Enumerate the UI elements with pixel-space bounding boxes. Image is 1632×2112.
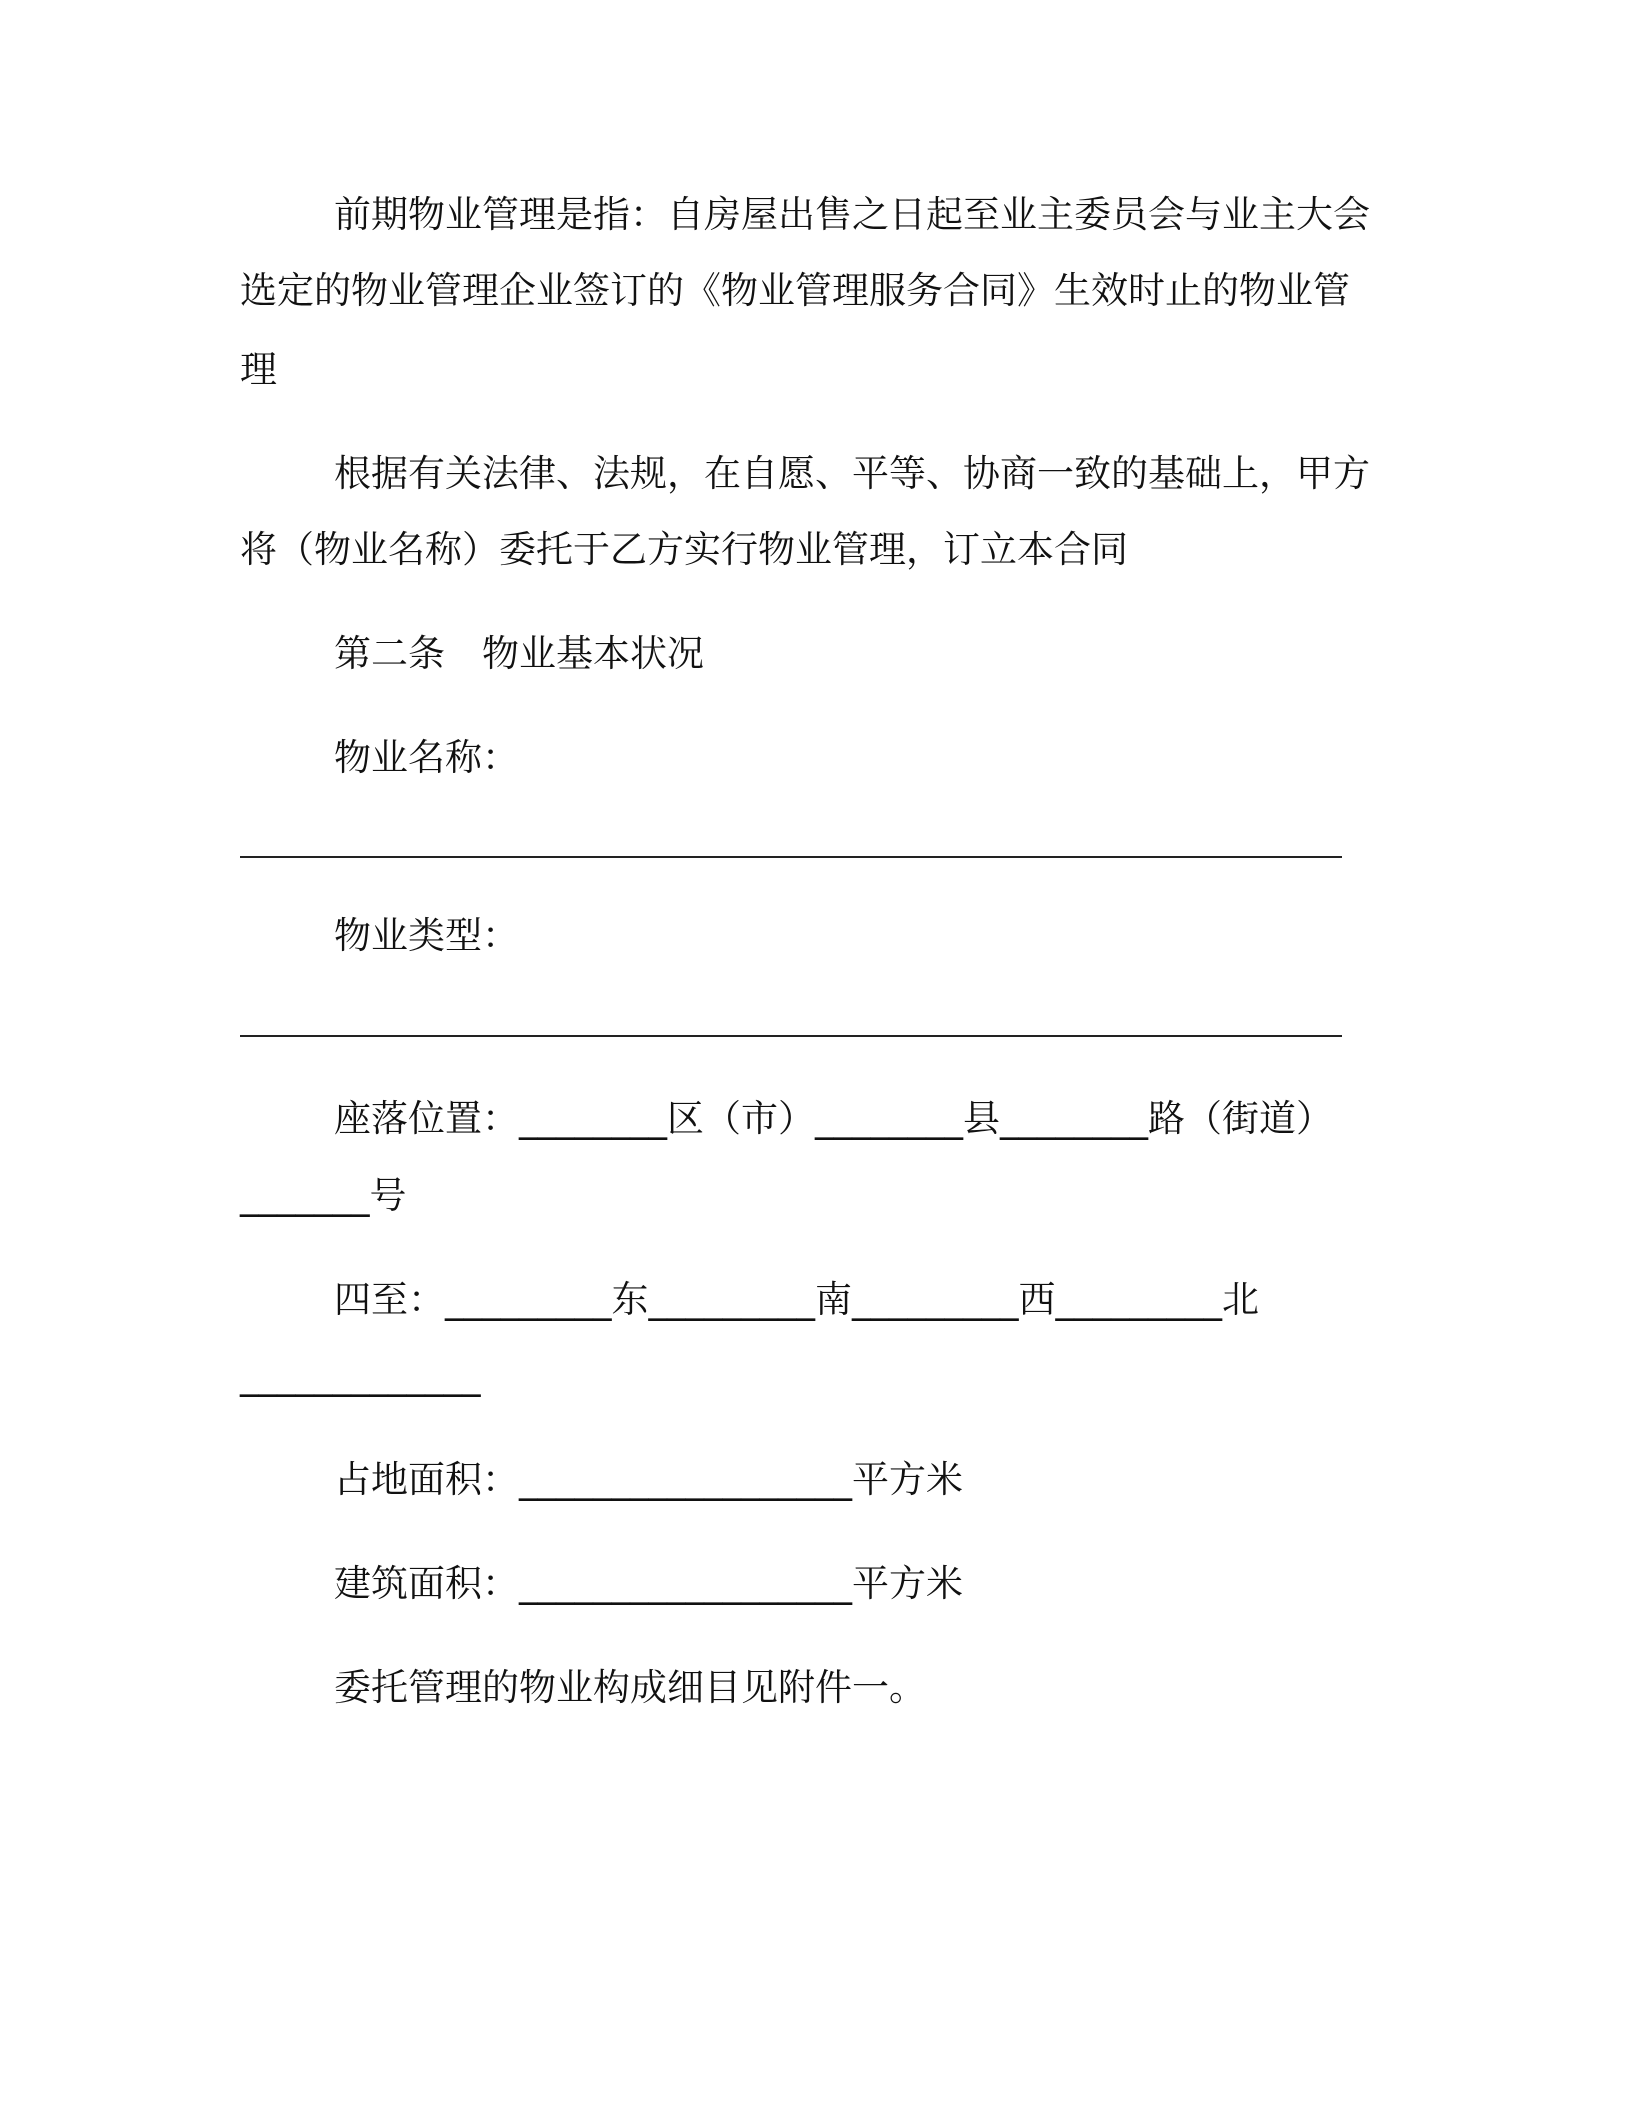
basis-line-2: 将（物业名称）委托于乙方实行物业管理，订立本合同	[240, 528, 1128, 571]
detail-note-line: 委托管理的物业构成细目见附件一。	[334, 1666, 926, 1709]
basis-line-1: 根据有关法律、法规，在自愿、平等、协商一致的基础上，甲方	[334, 452, 1370, 495]
location-line-1: 座落位置：________区（市）________县________路（街道）	[334, 1097, 1333, 1140]
location-line-2: _______号	[240, 1174, 407, 1217]
definition-line-2: 选定的物业管理企业签订的《物业管理服务合同》生效时止的物业管	[240, 269, 1350, 312]
property-type-blank-line	[240, 1035, 1342, 1037]
definition-line-1: 前期物业管理是指：自房屋出售之日起至业主委员会与业主大会	[334, 193, 1370, 236]
property-type-label: 物业类型：	[334, 914, 519, 957]
boundaries-line-2: _____________	[240, 1354, 481, 1397]
property-name-label: 物业名称：	[334, 736, 519, 779]
building-area-line: 建筑面积：__________________平方米	[334, 1562, 963, 1605]
property-name-blank-line	[240, 856, 1342, 858]
definition-line-3: 理	[240, 348, 277, 391]
boundaries-line-1: 四至：_________东_________南_________西_________北	[334, 1278, 1259, 1321]
article-2-title: 第二条 物业基本状况	[334, 632, 704, 675]
land-area-line: 占地面积：__________________平方米	[334, 1458, 963, 1501]
